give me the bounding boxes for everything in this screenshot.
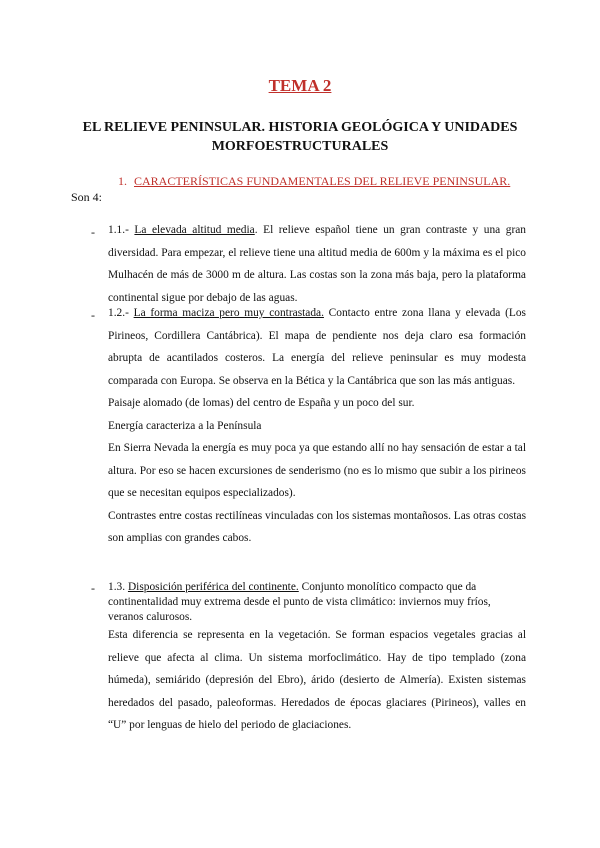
intro-line: Son 4: <box>71 190 103 204</box>
item-heading: La elevada altitud media <box>134 224 255 236</box>
item-paragraph: Paisaje alomado (de lomas) del centro de España y un poco del sur. <box>108 397 415 409</box>
item-paragraph <box>108 302 526 392</box>
page-subtitle: EL RELIEVE PENINSULAR. HISTORIA GEOLÓGICA Y UNIDADES MORFOESTRUCTURALES <box>82 120 518 154</box>
item-paragraph: Contrastes entre costas rectilíneas vinculadas con los sistemas montañosos. Las otras costas son amplias con grandes cabos. <box>108 509 526 544</box>
item-paragraph: Energía caracteriza a la Península <box>108 419 262 432</box>
item-prefix: 1.3. <box>108 581 126 593</box>
item-heading: La forma maciza pero muy contrastada. <box>133 307 324 319</box>
item-prefix: 1.1.- <box>108 224 129 236</box>
bullet-dash: - <box>91 225 95 239</box>
item-text: Conjunto monolítico compacto que da continentalidad muy extrema desde el punto de vista climático: inviernos muy fríos, veranos calurosos. <box>108 581 491 623</box>
item-paragraph <box>108 219 526 309</box>
bullet-dash: - <box>91 581 95 595</box>
page-title: TEMA 2 <box>268 76 332 95</box>
section-number: 1. <box>118 174 127 188</box>
item-text: Contacto entre zona llana y elevada (Los Pirineos, Cordillera Cantábrica). El mapa de pendiente nos deja claro esa formación abrupta de acantilados costeros. La energía del relieve peninsular es muy modesta comparada con Europa. Se observa en la Bética y la Cantábrica que son las más antiguas. <box>108 307 526 387</box>
section-label: CARACTERÍSTICAS FUNDAMENTALES DEL RELIEVE PENINSULAR. <box>134 174 511 188</box>
list-item <box>108 219 526 309</box>
item-prefix: 1.2.- <box>108 307 129 319</box>
list-item <box>108 302 526 550</box>
bullet-dash: - <box>91 308 95 322</box>
item-heading: Disposición periférica del continente. <box>127 581 299 593</box>
list-item-continued <box>108 624 526 737</box>
item-text: . El relieve español tiene un gran contraste y una gran diversidad. Para empezar, el relieve tiene una altitud media de 600m y la máxima es el pico Mulhacén de más de 3000 m de altura. Las costas son la zona más baja, pero la plataforma continental sigue por debajo de las aguas. <box>108 224 526 304</box>
item-paragraph <box>108 580 526 625</box>
item-paragraph: En Sierra Nevada la energía es muy poca ya que estando allí no hay sensación de estar a tal altura. Por eso se hacen excursiones de senderismo (no es lo mismo que subir a los pirineos que se necesitan equipos especializados). <box>108 442 526 499</box>
item-paragraph: Esta diferencia se representa en la vegetación. Se forman espacios vegetales gracias al relieve que afecta al clima. Un sistema morfoclimático. Hay de tipo templado (zona húmeda), semiárido (depresión del Ebro), árido (desierto de Almería). Existen sistemas heredados del pasado, paleoformas. Heredados de épocas glaciares (Pirineos), valles en “U” por lenguas de hielo del periodo de glaciaciones. <box>108 629 526 731</box>
list-item <box>108 580 526 625</box>
